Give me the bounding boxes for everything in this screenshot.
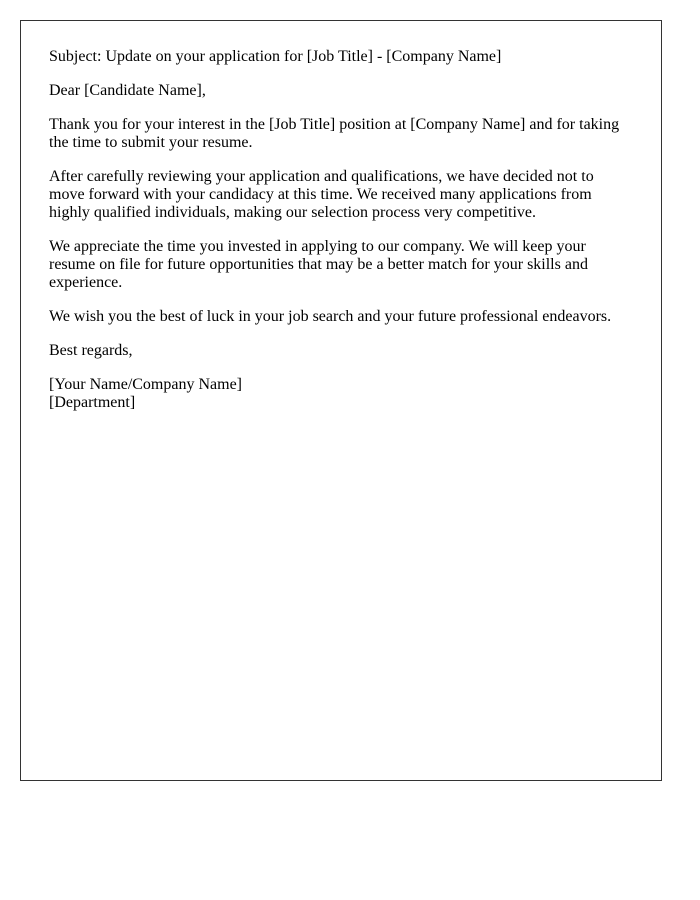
signature-name: [Your Name/Company Name] (49, 376, 243, 393)
letter-paragraph-appreciation: We appreciate the time you invested in applying to our company. We will keep your resume on file for future opportunities that may be a better match for your skills and experience. (49, 238, 588, 291)
rejection-letter (20, 20, 662, 781)
letter-paragraph-well-wishes: We wish you the best of luck in your job search and your future professional endeavors. (49, 308, 612, 325)
letter-salutation: Dear [Candidate Name], (49, 82, 206, 99)
signature-department: [Department] (49, 394, 136, 411)
letter-closing: Best regards, (49, 342, 133, 359)
letter-signature (49, 376, 633, 412)
letter-subject: Subject: Update on your application for [Job Title] - [Company Name] (49, 48, 502, 65)
letter-paragraph-thanks: Thank you for your interest in the [Job Title] position at [Company Name] and for taking the time to submit your resume. (49, 116, 620, 151)
letter-paragraph-decision: After carefully reviewing your application and qualifications, we have decided not to move forward with your candidacy at this time. We received many applications from highly qualified individuals, making our selection process very competitive. (49, 168, 594, 221)
